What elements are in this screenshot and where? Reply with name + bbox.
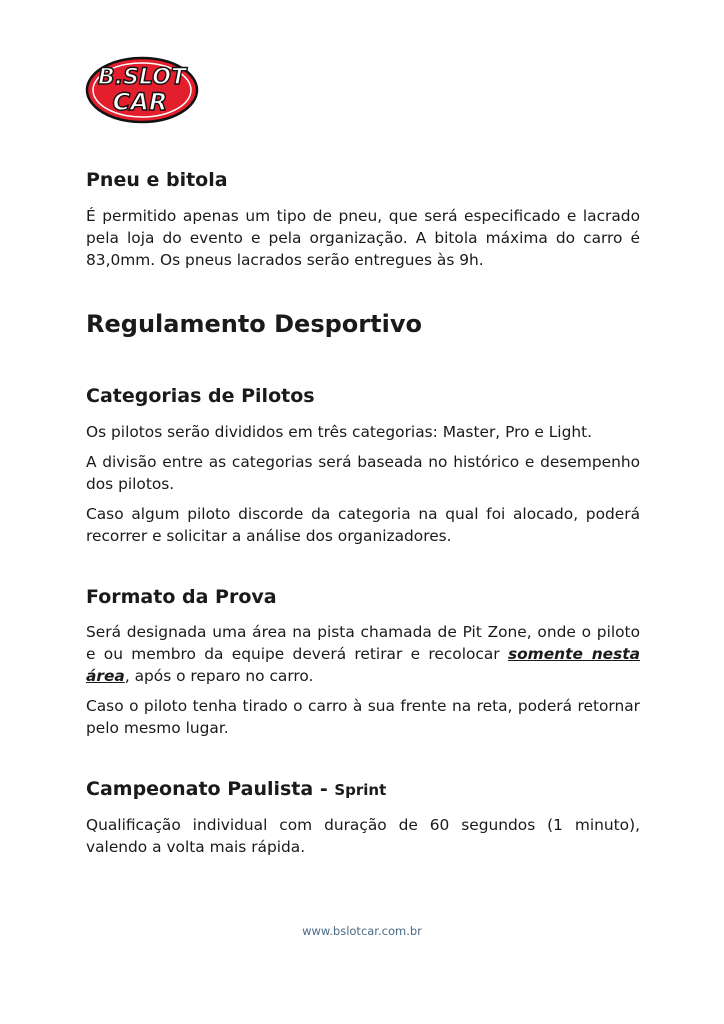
- paragraph-campeonato: Qualificação individual com duração de 60 segundos (1 minuto), valendo a volta mais rápida.: [86, 815, 640, 856]
- paragraph-formato-2: Caso o piloto tenha tirado o carro à sua frente na reta, poderá retornar pelo mesmo lugar.: [86, 697, 640, 738]
- logo-line1: B.SLOT: [98, 65, 186, 90]
- bslotcar-logo: [84, 52, 202, 126]
- heading-categorias-de-pilotos: Categorias de Pilotos: [86, 384, 315, 407]
- logo-line2: CAR: [112, 88, 168, 116]
- formato-emphasis: somente nesta área: [86, 645, 640, 686]
- heading-campeonato-paulista: [86, 777, 640, 802]
- heading-regulamento-desportivo: Regulamento Desportivo: [86, 309, 422, 338]
- paragraph-categorias-2: A divisão entre as categorias será baseada no histórico e desempenho dos pilotos.: [86, 452, 640, 493]
- campeonato-title-suffix: Sprint: [334, 781, 387, 800]
- paragraph-pneu: É permitido apenas um tipo de pneu, que será especificado e lacrado pela loja do evento e pela organização. A bitola máxima do carro é 83,0mm. Os pneus lacrados serão entregues às 9h.: [86, 206, 640, 269]
- footer-url: www.bslotcar.com.br: [302, 924, 422, 938]
- paragraph-categorias-1: Os pilotos serão divididos em três categorias: Master, Pro e Light.: [86, 422, 593, 441]
- formato-text-after: , após o reparo no carro.: [124, 667, 314, 686]
- paragraph-categorias-3: Caso algum piloto discorde da categoria na qual foi alocado, poderá recorrer e solicitar a análise dos organizadores.: [86, 504, 640, 545]
- heading-pneu-e-bitola: Pneu e bitola: [86, 169, 228, 191]
- paragraph-formato-1: [86, 621, 640, 687]
- document-body: [86, 168, 640, 866]
- heading-formato-da-prova: Formato da Prova: [86, 585, 277, 608]
- formato-text-before: Será designada uma área na pista chamada de Pit Zone, onde o piloto e ou membro da equipe deverá retirar e recolocar: [86, 623, 640, 664]
- campeonato-title: Campeonato Paulista -: [86, 778, 335, 801]
